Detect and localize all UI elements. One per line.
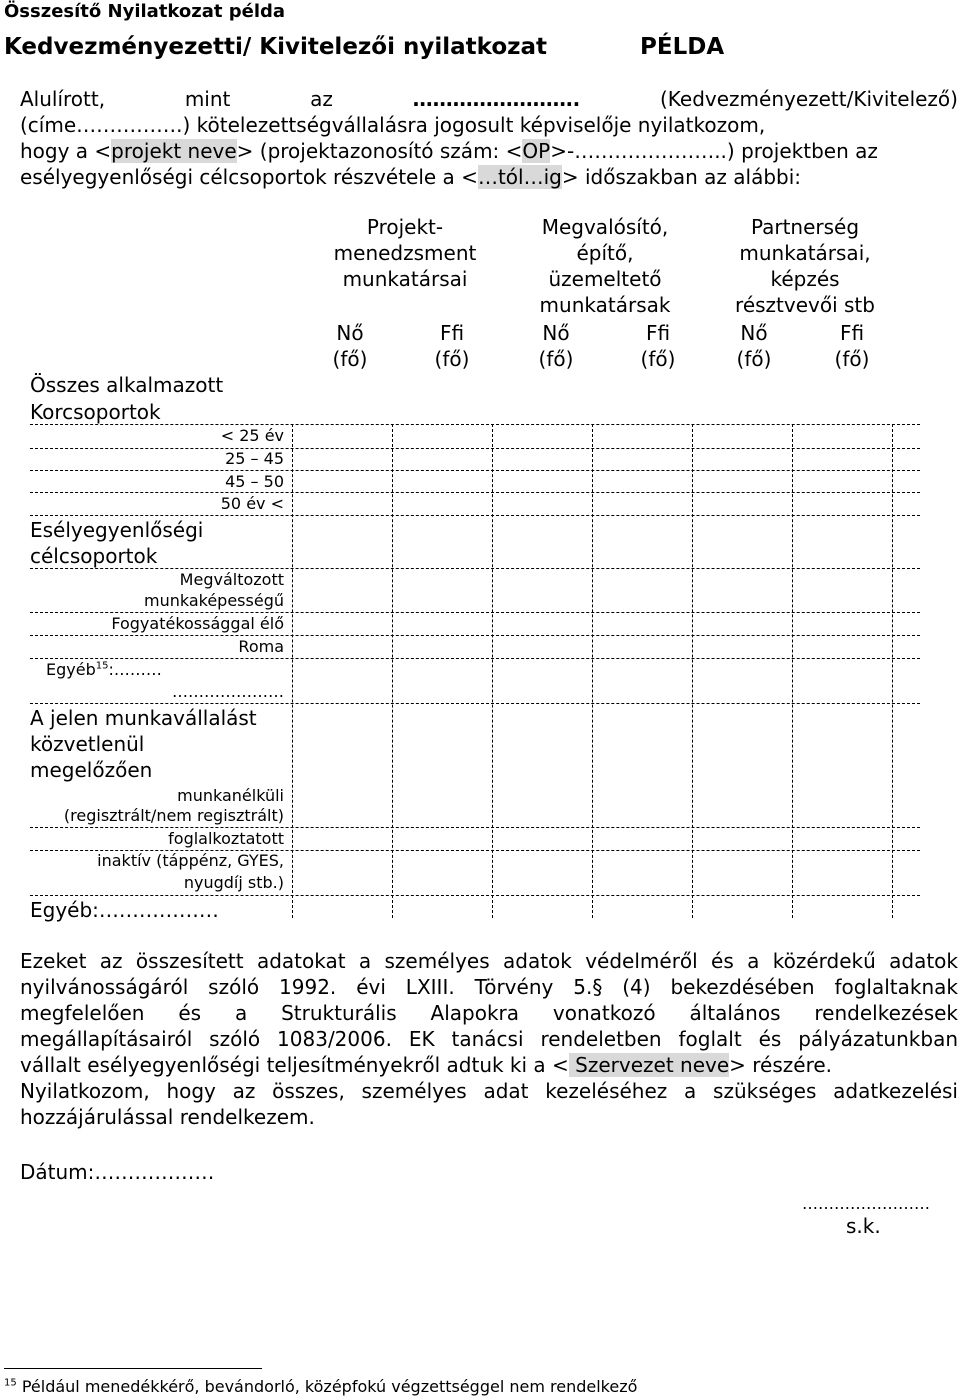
row-label-unemployed-1: munkanélküli <box>177 786 284 805</box>
header-line: menedzsment <box>333 241 477 265</box>
header-line: Megvalósító, <box>541 215 669 239</box>
address-blank: ……………. <box>76 113 183 137</box>
column-divider <box>892 424 893 918</box>
declaration-line: Ezeket az összesített adatokat a személyes adatok védelméről és a közérdekű adatok <box>20 949 958 973</box>
row-label-inactive-2: nyugdíj stb.) <box>183 873 284 892</box>
row-divider <box>30 470 920 471</box>
declaration-line <box>20 1053 832 1077</box>
subheader-male <box>610 320 706 372</box>
intro-text: (címe <box>20 113 77 137</box>
subheader-gender: Nő <box>740 321 768 345</box>
subheader-male <box>404 320 500 372</box>
subheader-unit: (fő) <box>736 347 772 371</box>
document-label: Összesítő Nyilatkozat példa <box>4 1 286 22</box>
intro-line-3 <box>20 139 878 163</box>
intro-text: esélyegyenlőségi célcsoportok részvétele a < <box>20 165 478 189</box>
footnote-ref: 15 <box>95 660 109 672</box>
subheader-male <box>804 320 900 372</box>
date-field: Dátum:……………… <box>20 1160 215 1184</box>
row-label-reduced-capacity-2: munkaképességű <box>143 591 284 610</box>
header-implementer <box>500 214 710 318</box>
row-divider <box>30 612 920 613</box>
footnote-text: Például menedékkérő, bevándorló, középfokú végzettséggel nem rendelkező <box>21 1377 638 1396</box>
other-blank: :……… <box>108 660 162 679</box>
row-label-previous-3: megelőzően <box>30 758 153 782</box>
row-label-other-2: Egyéb:……………… <box>30 898 219 922</box>
footnote-separator <box>4 1368 262 1369</box>
example-label: PÉLDA <box>640 34 725 60</box>
row-label-previous-1: A jelen munkavállalást <box>30 706 257 730</box>
header-line: képzés <box>770 267 840 291</box>
footnote <box>4 1377 637 1396</box>
subheader-female <box>706 320 802 372</box>
row-divider <box>30 658 920 659</box>
intro-text: az <box>310 87 333 111</box>
signature-line: …………………… <box>802 1194 930 1213</box>
declaration-line: megfelelően és a Strukturális Alapokra vonatkozó általános rendelkezések <box>20 1001 958 1025</box>
row-divider <box>30 703 920 704</box>
declaration-line: hozzájárulással rendelkezem. <box>20 1105 315 1129</box>
row-label-age-over-50: 50 év < <box>220 494 284 513</box>
subheader-unit: (fő) <box>434 347 470 371</box>
footnote-number: 15 <box>4 1377 17 1389</box>
row-label-disability: Fogyatékossággal élő <box>111 614 284 633</box>
intro-line-4 <box>20 165 801 189</box>
row-label-roma: Roma <box>238 637 284 656</box>
signature-sk: s.k. <box>846 1214 881 1238</box>
column-divider <box>792 424 793 918</box>
project-id-blank: ………………….. <box>574 139 727 163</box>
row-divider <box>30 424 920 425</box>
row-label-other-dots: ………………… <box>172 682 284 701</box>
intro-line-2 <box>20 113 765 137</box>
organization-name-placeholder: Szervezet neve <box>568 1053 730 1077</box>
subheader-gender: Ffi <box>839 321 865 345</box>
subheader-unit: (fő) <box>332 347 368 371</box>
header-line: üzemeltető <box>548 267 662 291</box>
subheader-female <box>508 320 604 372</box>
intro-text: hogy a < <box>20 139 112 163</box>
header-line: építő, <box>576 241 634 265</box>
row-label-unemployed-2: (regisztrált/nem regisztrált) <box>63 806 284 825</box>
subheader-unit: (fő) <box>640 347 676 371</box>
row-divider <box>30 515 920 516</box>
intro-text: mint <box>184 87 231 111</box>
subheader-gender: Ffi <box>439 321 465 345</box>
column-divider <box>592 424 593 918</box>
column-divider <box>292 424 293 918</box>
intro-text: ) projektben az <box>726 139 878 163</box>
column-divider <box>492 424 493 918</box>
header-line: résztvevői stb <box>735 293 875 317</box>
intro-text: Alulírott, <box>20 87 106 111</box>
header-line: munkatársai, <box>739 241 871 265</box>
header-line: Projekt- <box>366 215 444 239</box>
op-placeholder: OP <box>522 139 551 163</box>
other-text: Egyéb <box>46 660 96 679</box>
subheader-gender: Ffi <box>645 321 671 345</box>
declaration-line: megállapításairól szóló 1083/2006. EK tanácsi rendeletben foglalt és pályázatunkban <box>20 1027 958 1051</box>
row-label-age-groups: Korcsoportok <box>30 400 161 424</box>
subheader-gender: Nő <box>542 321 570 345</box>
header-line: Partnerség <box>750 215 860 239</box>
declaration-line: nyilvánosságáról szóló 1992. évi LXIII. Törvény 5.§ (4) bekezdésében foglaltaknak <box>20 975 958 999</box>
row-label-age-under-25: < 25 év <box>220 426 284 445</box>
row-label-age-45-50: 45 – 50 <box>225 472 284 491</box>
row-label-age-25-45: 25 – 45 <box>225 449 284 468</box>
row-label-employed: foglalkoztatott <box>168 829 284 848</box>
subheader-gender: Nő <box>336 321 364 345</box>
header-project-management <box>300 214 510 292</box>
intro-text: (Kedvezményezett/Kivitelező) <box>659 87 958 111</box>
organization-blank: ……………………. <box>412 87 581 111</box>
intro-text: > (projektazonosító szám: < <box>236 139 523 163</box>
intro-line-1 <box>20 87 958 111</box>
row-label-target-groups: célcsoportok <box>30 544 158 568</box>
header-partnership <box>700 214 910 318</box>
row-divider <box>30 895 920 896</box>
row-divider <box>30 827 920 828</box>
page-title: Kedvezményezetti/ Kivitelezői nyilatkozat <box>4 34 548 60</box>
subheader-unit: (fő) <box>538 347 574 371</box>
row-label-total: Összes alkalmazott <box>30 373 224 397</box>
header-line: munkatársak <box>539 293 671 317</box>
period-placeholder: …tól…ig <box>477 165 562 189</box>
row-label-previous-2: közvetlenül <box>30 732 145 756</box>
intro-text: >- <box>550 139 575 163</box>
project-name-placeholder: projekt neve <box>111 139 237 163</box>
row-divider <box>30 635 920 636</box>
row-label-equal-opportunity: Esélyegyenlőségi <box>30 518 204 542</box>
row-label-reduced-capacity-1: Megváltozott <box>179 570 284 589</box>
column-divider <box>692 424 693 918</box>
intro-text: > időszakban az alábbi: <box>561 165 802 189</box>
declaration-line: Nyilatkozom, hogy az összes, személyes adat kezeléséhez a szükséges adatkezelési <box>20 1079 958 1103</box>
declaration-text: > részére. <box>729 1053 833 1077</box>
row-label-inactive-1: inaktív (táppénz, GYES, <box>97 851 284 870</box>
header-line: munkatársai <box>342 267 468 291</box>
row-label-other <box>46 660 162 679</box>
subheader-unit: (fő) <box>834 347 870 371</box>
declaration-text: vállalt esélyegyenlőségi teljesítményekről adtuk ki a < <box>20 1053 569 1077</box>
row-divider <box>30 492 920 493</box>
intro-text: ) kötelezettségvállalásra jogosult képviselője nyilatkozom, <box>182 113 766 137</box>
row-divider <box>30 568 920 569</box>
column-divider <box>392 424 393 918</box>
subheader-female <box>302 320 398 372</box>
